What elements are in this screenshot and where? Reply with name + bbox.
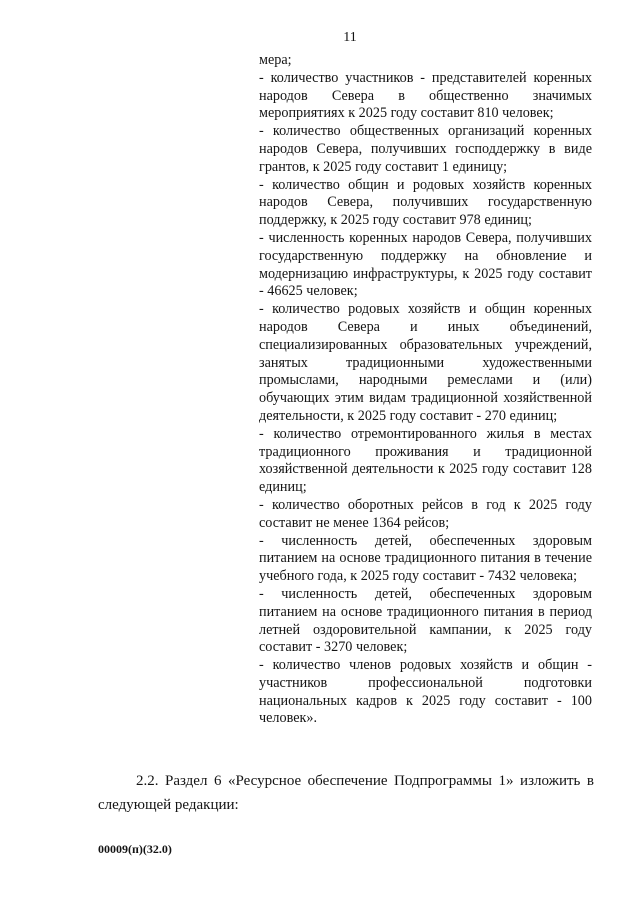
list-item: - численность коренных народов Севера, получивших государственную поддержку на обновление и модернизацию инфраструктуры, к 2025 году составит - 46625 человек;: [259, 229, 592, 300]
page-number: 11: [343, 30, 357, 45]
list-item: - численность детей, обеспеченных здоровым питанием на основе традиционного питания в период летней оздоровительной кампании, к 2025 году составит - 3270 человек;: [259, 585, 592, 656]
list-item: - количество общин и родовых хозяйств коренных народов Севера, получивших государственную поддержку, к 2025 году составит 978 единиц;: [259, 176, 592, 229]
list-item: - количество оборотных рейсов в год к 2025 году составит не менее 1364 рейсов;: [259, 496, 592, 531]
list-item: - количество общественных организаций коренных народов Севера, получивших господдержку в виде грантов, к 2025 году составит 1 единицу;: [259, 123, 592, 175]
list-item: - количество членов родовых хозяйств и общин - участников профессиональной подготовки национальных кадров к 2025 году составит - 100 человек».: [259, 657, 592, 727]
list-item: мера;: [259, 52, 292, 68]
list-item: - численность детей, обеспеченных здоровым питанием на основе традиционного питания в течение учебного года, к 2025 году составит - 7432 человека;: [259, 532, 592, 585]
list-item: - количество участников - представителей коренных народов Севера в общественно значимых мероприятиях к 2025 году составит 810 человек;: [259, 69, 592, 122]
document-code: 00009(п)(32.0): [98, 842, 172, 856]
list-item: - количество родовых хозяйств и общин коренных народов Севера и иных объединений, специализированных образовательных учреждений, занятых традиционными художественными промыслами, народными ремеслами и (или) обучающих этим видам традиционной хозяйственной деятельности, к 2025 году составит - 270 единиц;: [259, 301, 592, 424]
section-paragraph: 2.2. Раздел 6 «Ресурсное обеспечение Подпрограммы 1» изложить в следующей редакции:: [98, 773, 594, 813]
indicator-list: [259, 52, 592, 728]
list-item: - количество отремонтированного жилья в местах традиционного проживания и традиционной хозяйственной деятельности к 2025 году составит 128 единиц;: [259, 425, 592, 496]
